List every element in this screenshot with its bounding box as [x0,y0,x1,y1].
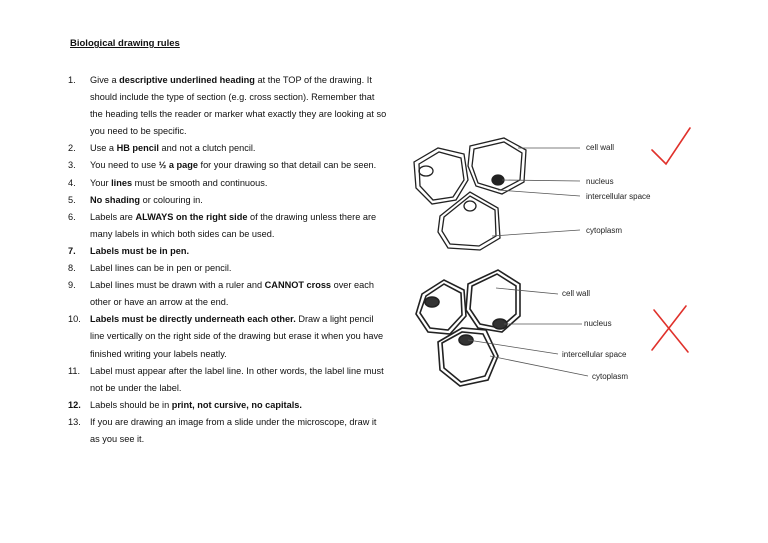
rule-emphasis: ½ a page [158,160,198,171]
rule-text: at the TOP of the drawing. It should include the type of section (e.g. cross section). Remember that the heading tells the reader or marker what exactly they are looking at so you need to be specific. [90,75,387,137]
rule-text: You need to use [90,160,159,171]
rule-emphasis: lines [111,177,133,188]
incorrect-label-lines [468,288,591,376]
rule-text: Draw a light pencil line vertically on the right side of the drawing but erase it when you have finished writing your labels neatly. [90,314,384,359]
correct-drawing [414,138,526,250]
rule-number: 13. [68,416,81,427]
rule-item [68,175,388,192]
rule-text: Give a [90,75,120,85]
rule-number: 12. [68,399,81,410]
rule-item [68,140,388,157]
rule-item [68,311,388,362]
rule-emphasis: print, not cursive, no capitals. [171,399,302,410]
rule-emphasis: CANNOT cross [264,280,332,291]
rule-number: 11. [68,365,81,376]
rule-emphasis: Labels must be directly underneath each other. [90,314,296,325]
rule-item [68,243,388,260]
cell-diagrams [400,120,700,390]
rule-number: 6. [68,211,76,222]
incorrect-drawing [416,270,520,386]
cross-mark-icon [652,306,688,352]
rule-number: 8. [68,263,76,274]
rule-emphasis: Labels must be in pen. [90,245,190,256]
rule-number: 7. [68,245,76,256]
rule-text: Labels are [90,211,136,222]
rule-item [68,277,388,311]
rule-text: Label lines can be in pen or pencil. [90,263,232,274]
correct-label-cell-wall: cell wall [586,143,615,152]
incorrect-label-intercellular-space: intercellular space [562,350,627,359]
rule-text: or colouring in. [140,194,203,205]
rule-item [68,414,388,448]
rule-emphasis: HB pencil [116,143,159,154]
correct-label-cytoplasm: cytoplasm [586,226,623,235]
rule-text: over each other or have an arrow at the end. [90,280,374,308]
rule-text: of the drawing unless there are many labels in which both sides can be used. [90,211,377,239]
rule-text: must be smooth and continuous. [132,177,268,188]
rules-list [68,72,388,448]
rule-item [68,192,388,209]
rule-item [68,363,388,397]
rule-text: Label lines must be drawn with a ruler and [90,280,265,291]
rule-text: Use a [90,143,117,154]
cell-diagrams-svg [400,120,700,390]
rule-number: 10. [68,314,81,325]
rule-text: Label must appear after the label line. In other words, the label line must not be under the label. [90,365,384,393]
rule-item [68,157,388,174]
rule-text: and not a clutch pencil. [158,143,256,154]
rule-text: Labels should be in [90,399,172,410]
rule-item [68,72,388,140]
rule-number: 3. [68,160,76,171]
rule-text: Your [90,177,112,188]
rule-number: 5. [68,194,76,205]
rule-number: 4. [68,177,76,188]
incorrect-label-cell-wall: cell wall [562,289,591,298]
page-title: Biological drawing rules [70,38,180,49]
rule-number: 9. [68,280,76,291]
rule-item [68,209,388,243]
rule-number: 2. [68,143,76,154]
incorrect-label-nucleus: nucleus [584,319,612,328]
rule-emphasis: ALWAYS on the right side [135,211,248,222]
rule-text: for your drawing so that detail can be seen. [197,160,377,171]
rule-number: 1. [68,75,76,85]
rule-emphasis: descriptive underlined heading [119,75,255,85]
correct-label-intercellular-space: intercellular space [586,192,651,201]
correct-label-nucleus: nucleus [586,177,614,186]
rule-item [68,397,388,414]
check-mark-icon [652,128,690,164]
rule-item [68,260,388,277]
rule-emphasis: No shading [90,194,141,205]
incorrect-label-cytoplasm: cytoplasm [592,372,629,381]
rule-text: If you are drawing an image from a slide under the microscope, draw it as you see it. [90,416,377,444]
